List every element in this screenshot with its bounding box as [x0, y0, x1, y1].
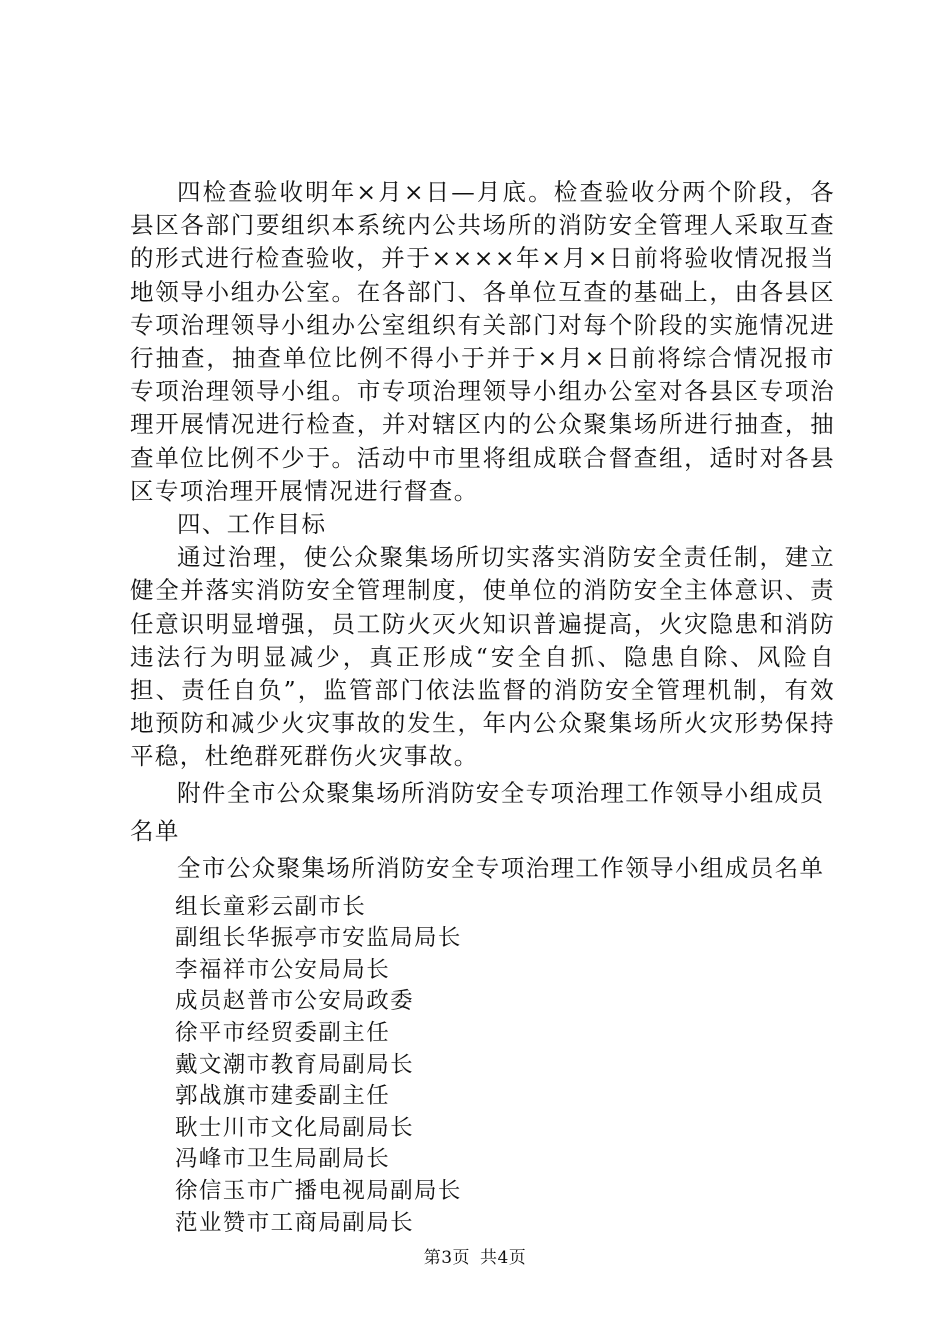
member-item: 戴文潮市教育局副局长	[175, 1051, 415, 1078]
member-item: 耿士川市文化局副局长	[175, 1114, 415, 1141]
page-total: 共4页	[479, 1248, 527, 1268]
member-list	[130, 886, 835, 1240]
member-item: 成员赵普市公安局政委	[175, 988, 415, 1015]
member-item: 徐信玉市广播电视局副局长	[175, 1178, 462, 1204]
page-footer	[0, 1243, 950, 1268]
document-body	[130, 176, 835, 1239]
member-list-title: 全市公众聚集场所消防安全专项治理工作领导小组成员名单	[177, 853, 825, 882]
member-item: 李福祥市公安局局长	[175, 956, 391, 983]
member-item: 范业赞市工商局副局长	[175, 1209, 415, 1236]
goal-heading: 四、工作目标	[177, 510, 327, 539]
member-item: 副组长华振亭市安监局局长	[175, 925, 462, 952]
member-item: 郭战旗市建委副主任	[175, 1083, 391, 1110]
goal-paragraph: 通过治理，使公众聚集场所切实落实消防安全责任制，建立健全并落实消防安全管理制度，使单位的消防安全主体意识、责任意识明显增强，员工防火灭火知识普遍提高，火灾隐患和消防违法行为明显减少，真正形成“安全自抓、隐患自除、风险自担、责任自负”，监管部门依法监督的消防安全管理机制，有效地预防和减少火灾事故的发生，年内公众聚集场所火灾形势保持平稳，杜绝群死群伤火灾事故。	[130, 543, 835, 771]
page-number: 第3页	[423, 1248, 471, 1268]
attachment-line: 附件全市公众聚集场所消防安全专项治理工作领导小组成员名单	[130, 778, 825, 845]
member-item: 组长童彩云副市长	[175, 893, 367, 920]
inspection-paragraph: 四检查验收明年×月×日—月底。检查验收分两个阶段，各县区各部门要组织本系统内公共场所的消防安全管理人采取互查的形式进行检查验收，并于××××年×月×日前将验收情况报当地领导小组办公室。在各部门、各单位互查的基础上，由各县区专项治理领导小组办公室组织有关部门对每个阶段的实施情况进行抽查，抽查单位比例不得小于并于×月×日前将综合情况报市专项治理领导小组。市专项治理领导小组办公室对各县区专项治理开展情况进行检查，并对辖区内的公众聚集场所进行抽查，抽查单位比例不少于。活动中市里将组成联合督查组，适时对各县区专项治理开展情况进行督查。	[130, 178, 835, 505]
member-item: 冯峰市卫生局副局长	[175, 1146, 391, 1173]
member-item: 徐平市经贸委副主任	[175, 1020, 391, 1047]
